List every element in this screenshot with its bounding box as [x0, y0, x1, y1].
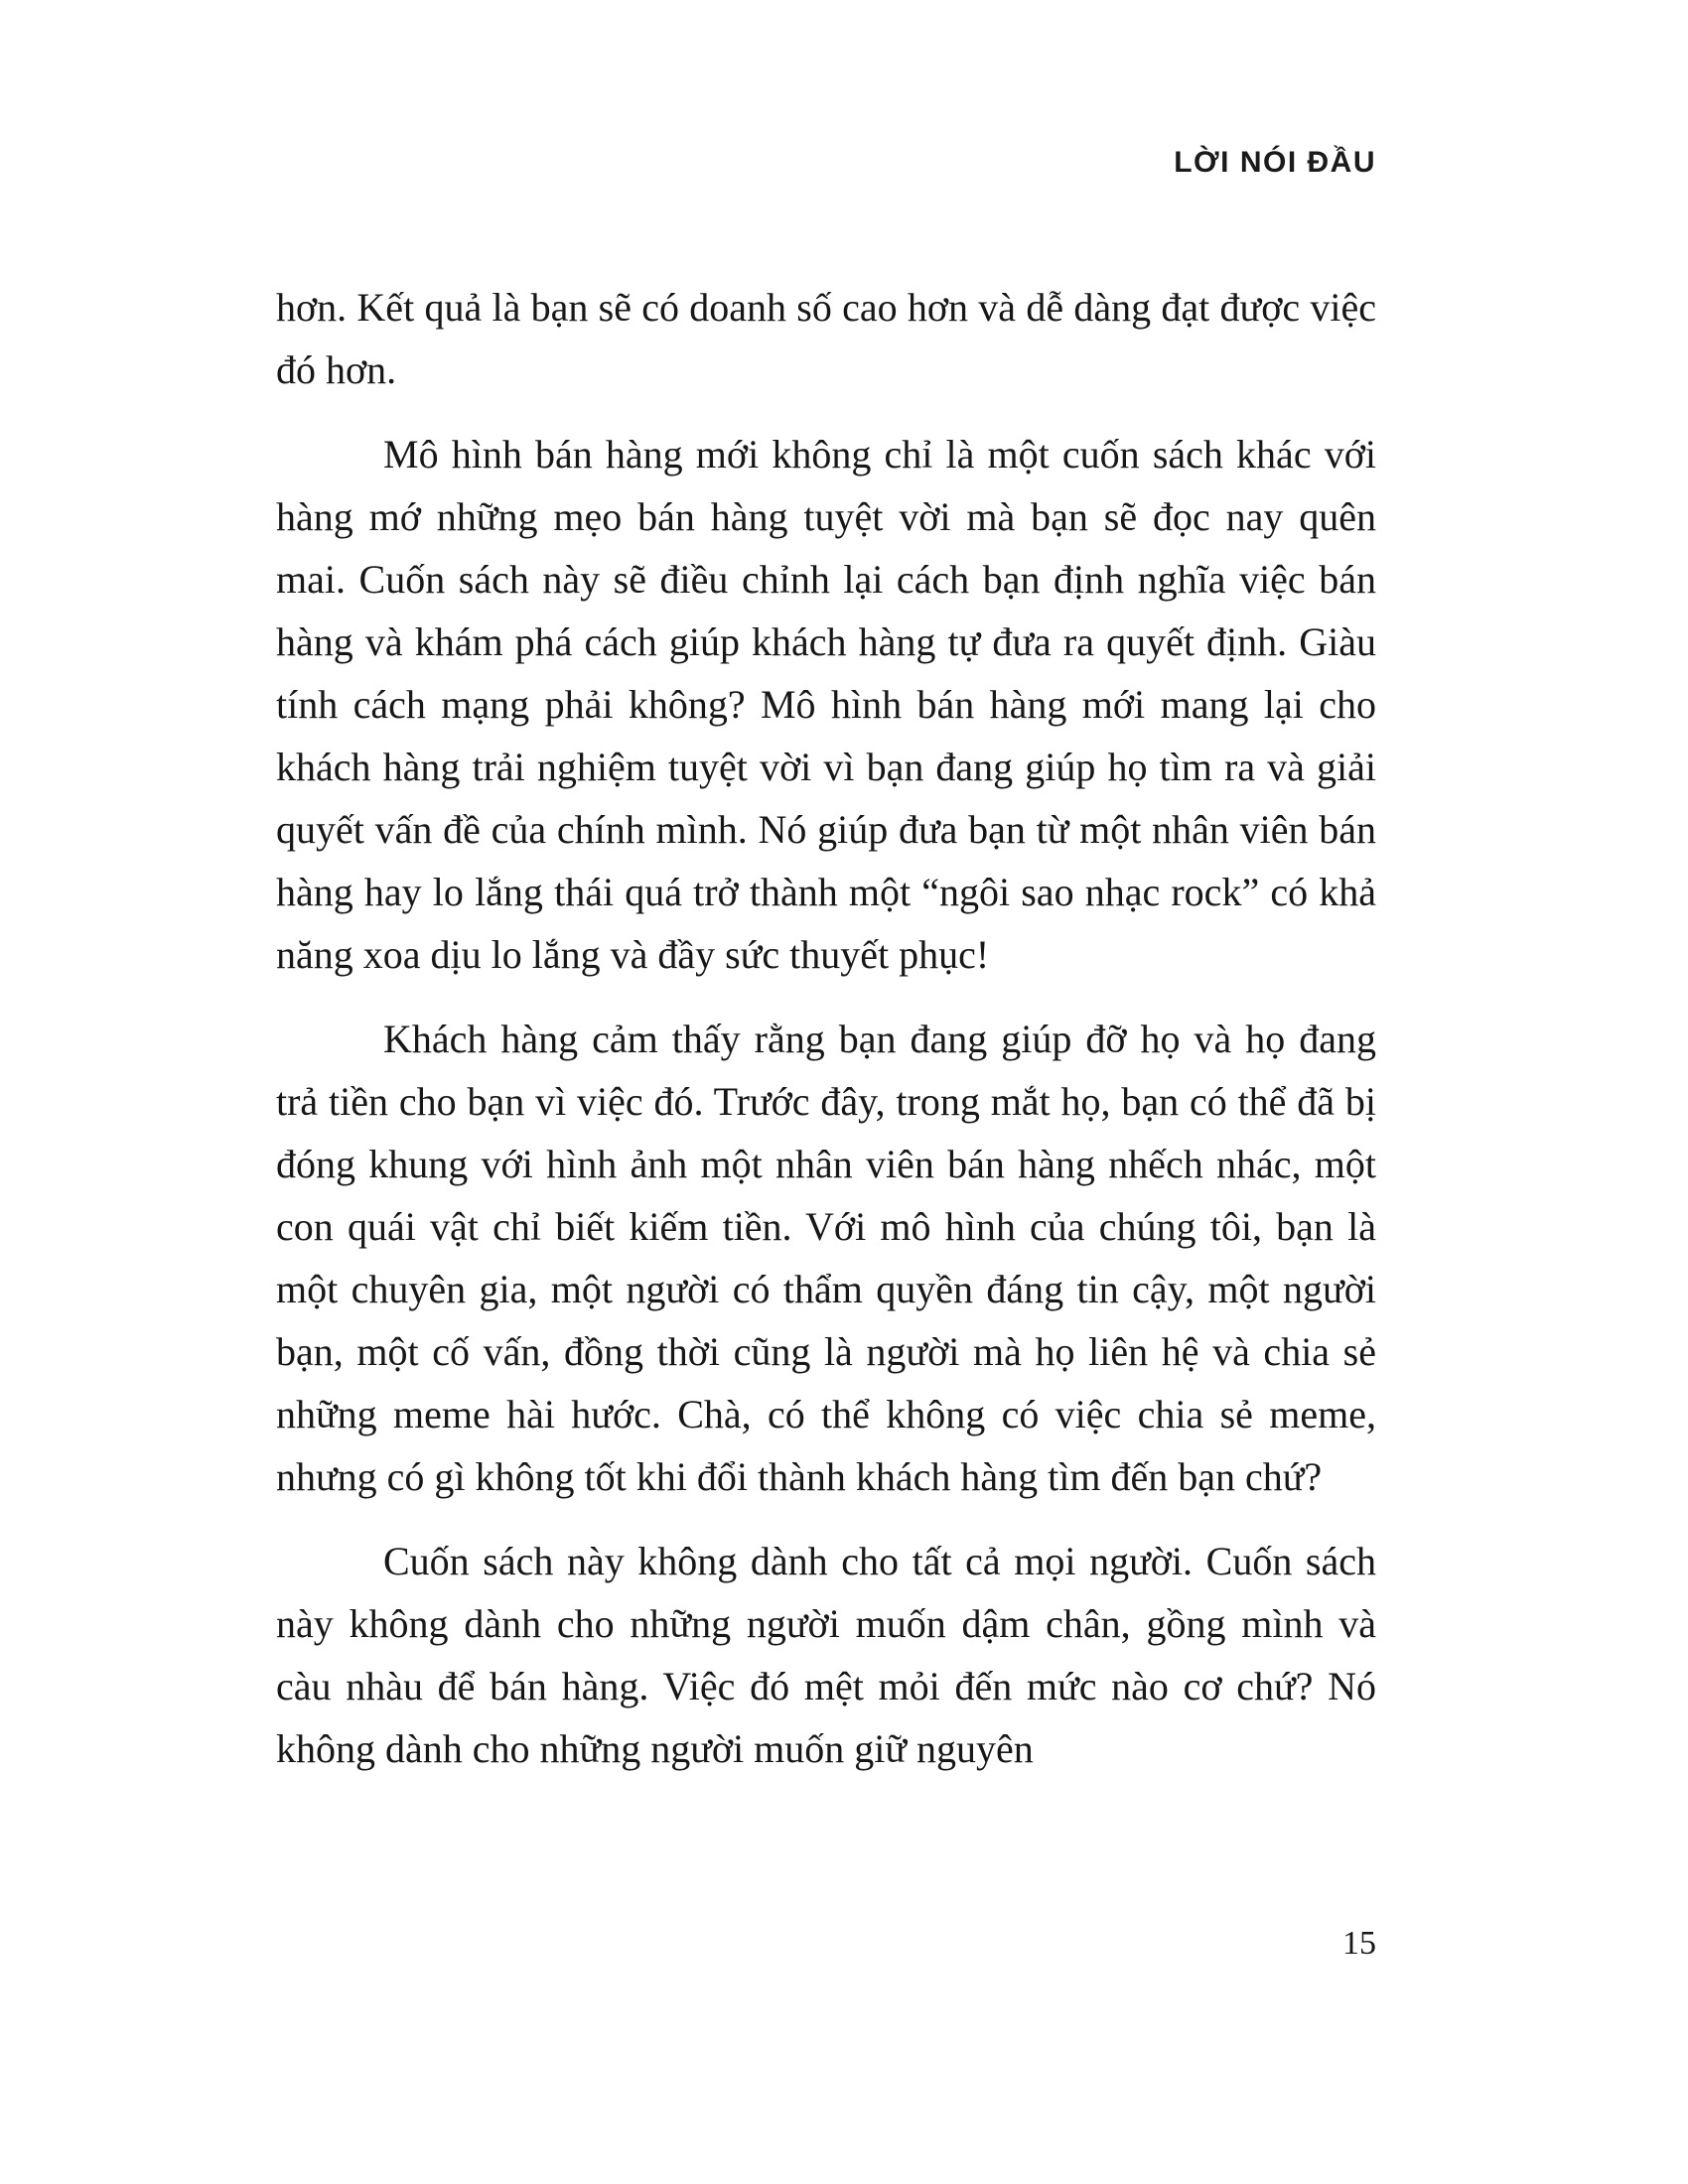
- text-block: [276, 145, 1376, 1802]
- page-number: 15: [1342, 1925, 1376, 1962]
- paragraph-1: hơn. Kết quả là bạn sẽ có doanh số cao hơn và dễ dàng đạt được việc đó hơn.: [276, 285, 1376, 392]
- paragraph-3: Khách hàng cảm thấy rằng bạn đang giúp đỡ họ và họ đang trả tiền cho bạn vì việc đó. Trước đây, trong mắt họ, bạn có thể đã bị đóng khung với hình ảnh một nhân viên bán hàng nhếch nhác, một con quái vật chỉ biết kiếm tiền. Với mô hình của chúng tôi, bạn là một chuyên gia, một người có thẩm quyền đáng tin cậy, một người bạn, một cố vấn, đồng thời cũng là người mà họ liên hệ và chia sẻ những meme hài hước. Chà, có thể không có việc chia sẻ meme, nhưng có gì không tốt khi đổi thành khách hàng tìm đến bạn chứ?: [276, 1017, 1376, 1499]
- running-header: LỜI NÓI ĐẦU: [1174, 146, 1376, 179]
- paragraph-2: Mô hình bán hàng mới không chỉ là một cuốn sách khác với hàng mớ những mẹo bán hàng tuyệt vời mà bạn sẽ đọc nay quên mai. Cuốn sách này sẽ điều chỉnh lại cách bạn định nghĩa việc bán hàng và khám phá cách giúp khách hàng tự đưa ra quyết định. Giàu tính cách mạng phải không? Mô hình bán hàng mới mang lại cho khách hàng trải nghiệm tuyệt vời vì bạn đang giúp họ tìm ra và giải quyết vấn đề của chính mình. Nó giúp đưa bạn từ một nhân viên bán hàng hay lo lắng thái quá trở thành một “ngôi sao nhạc rock” có khả năng xoa dịu lo lắng và đầy sức thuyết phục!: [276, 432, 1376, 977]
- paragraph-4: Cuốn sách này không dành cho tất cả mọi người. Cuốn sách này không dành cho những người muốn dậm chân, gồng mình và càu nhàu để bán hàng. Việc đó mệt mỏi đến mức nào cơ chứ? Nó không dành cho những người muốn giữ nguyên: [276, 1539, 1376, 1771]
